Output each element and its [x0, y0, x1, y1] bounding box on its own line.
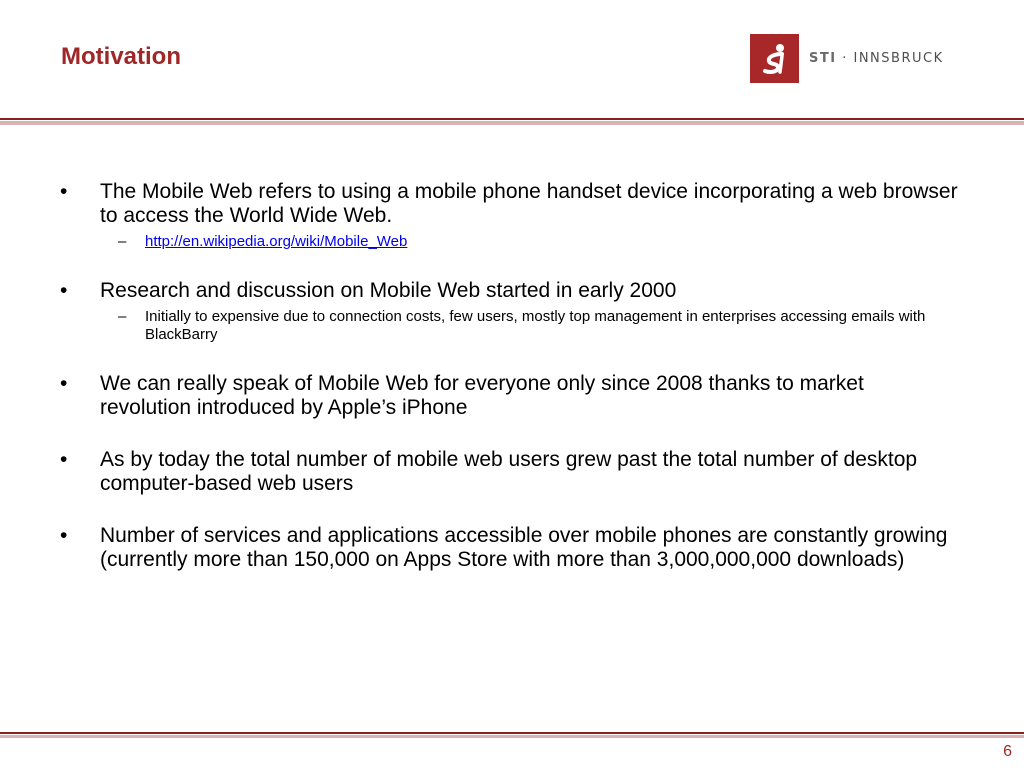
- bullet-text: The Mobile Web refers to using a mobile phone handset device incorporating a web browser to access the World Wide Web.: [100, 180, 958, 227]
- footer-rule-dark: [0, 732, 1024, 734]
- bullet-icon: •: [60, 524, 68, 547]
- bullet-text: Number of services and applications accessible over mobile phones are constantly growing (currently more than 150,000 on Apps Store with more than 3,000,000,000 downloads): [100, 524, 948, 571]
- slide-title: Motivation: [61, 43, 181, 70]
- bullet-icon: •: [60, 372, 68, 395]
- bullet-item: [60, 279, 960, 344]
- bullet-icon: •: [60, 279, 68, 302]
- header-rule-light: [0, 121, 1024, 125]
- bullet-icon: •: [60, 448, 68, 471]
- bullet-item: [60, 372, 960, 420]
- bullet-icon: •: [60, 180, 68, 203]
- logo-innsbruck: INNSBRUCK: [853, 51, 944, 66]
- sub-bullet-item: [100, 233, 960, 251]
- sti-logo-mark-icon: [750, 34, 799, 83]
- bullet-text: We can really speak of Mobile Web for everyone only since 2008 thanks to market revolution introduced by Apple’s iPhone: [100, 372, 864, 419]
- sti-innsbruck-logo: [750, 34, 944, 83]
- header-rule-dark: [0, 118, 1024, 120]
- sub-bullet-item: [100, 308, 960, 344]
- bullet-text: Research and discussion on Mobile Web started in early 2000: [100, 279, 677, 302]
- bullet-item: [60, 180, 960, 251]
- sub-bullet-text: Initially to expensive due to connection costs, few users, mostly top management in enterprises accessing emails with BlackBarry: [145, 308, 926, 343]
- bullet-item: [60, 524, 960, 572]
- footer-rule-light: [0, 735, 1024, 738]
- dash-icon: –: [118, 233, 127, 250]
- logo-sti: STI: [809, 51, 837, 66]
- bullet-text: As by today the total number of mobile web users grew past the total number of desktop computer-based web users: [100, 448, 918, 495]
- bullet-item: [60, 448, 960, 496]
- dash-icon: –: [118, 308, 127, 325]
- slide-body: [60, 180, 960, 600]
- logo-separator: ·: [836, 51, 854, 66]
- logo-wordmark: [809, 51, 944, 66]
- wikipedia-link[interactable]: http://en.wikipedia.org/wiki/Mobile_Web: [145, 233, 408, 250]
- page-number: 6: [1003, 743, 1012, 760]
